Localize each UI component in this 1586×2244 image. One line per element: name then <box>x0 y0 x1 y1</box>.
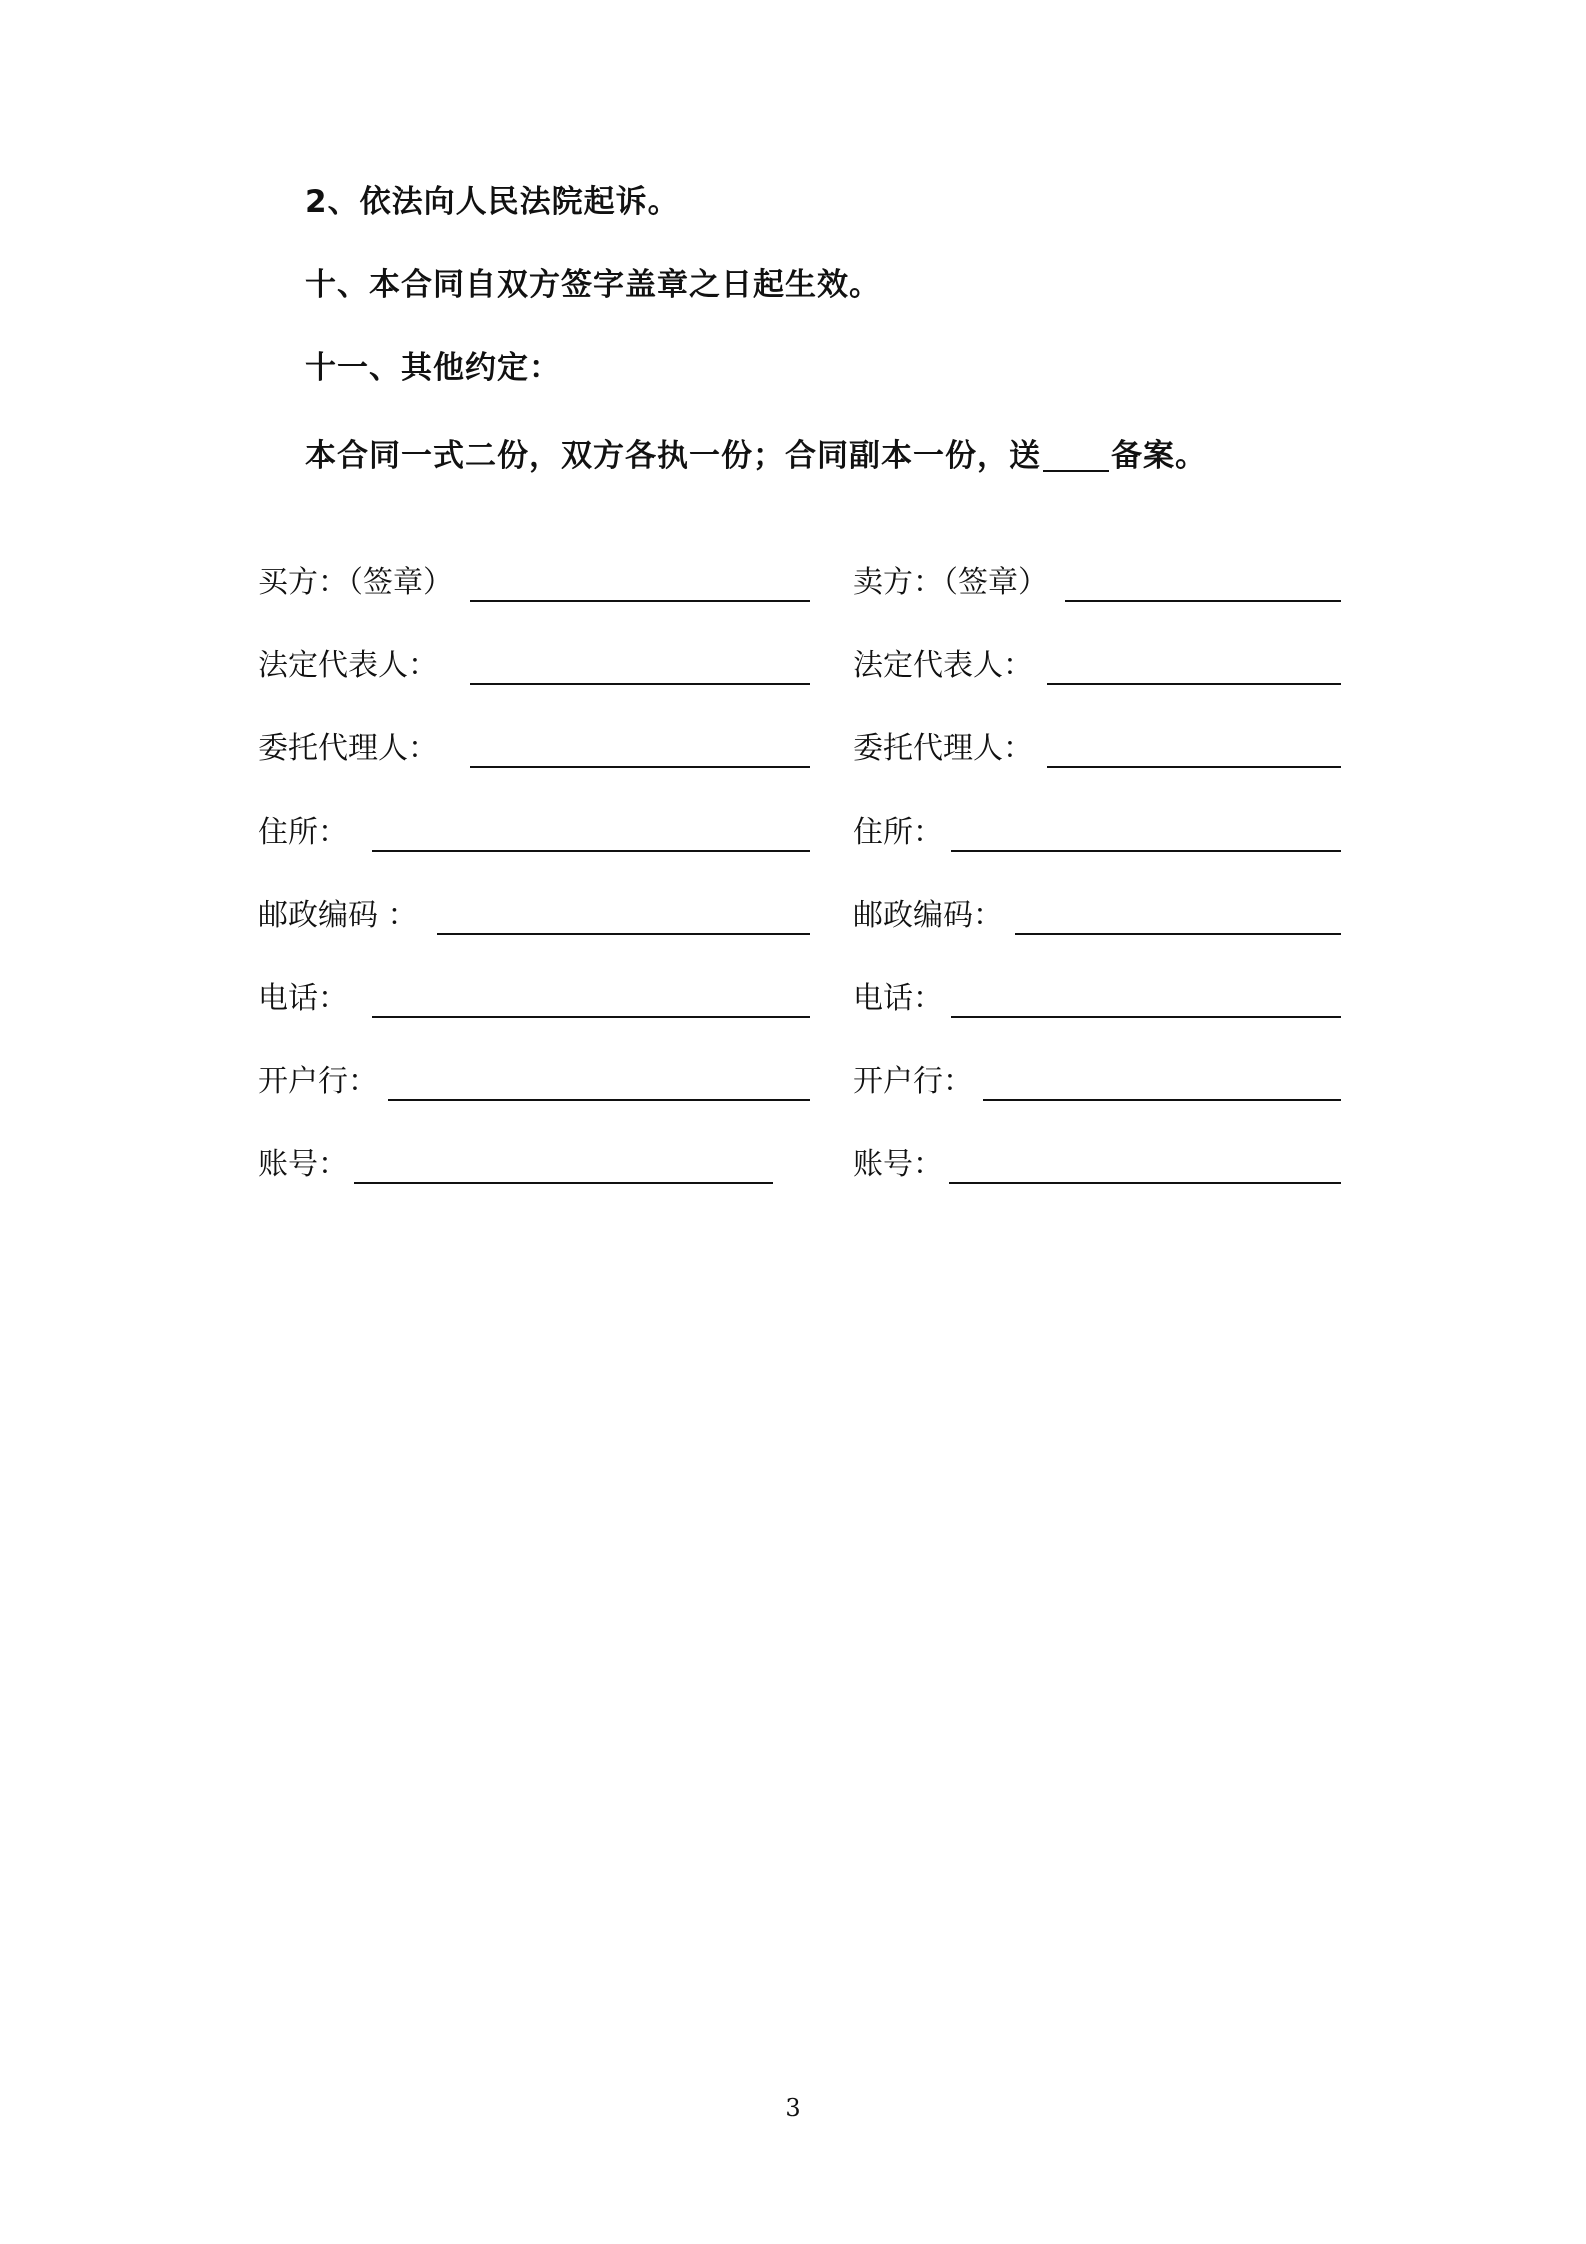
buyer-address-field[interactable] <box>372 850 810 852</box>
seller-bank-row <box>853 1061 1341 1101</box>
buyer-signature-field[interactable] <box>470 600 810 602</box>
seller-phone-label: 电话： <box>853 981 943 1016</box>
clause-lawsuit: 2、依法向人民法院起诉。 <box>305 184 680 220</box>
buyer-legal-rep-row <box>258 645 810 685</box>
seller-address-field[interactable] <box>951 850 1341 852</box>
seller-account-field[interactable] <box>949 1182 1341 1184</box>
buyer-signature-row <box>258 562 810 602</box>
buyer-bank-label: 开户行： <box>258 1064 378 1099</box>
seller-legal-rep-label: 法定代表人： <box>853 648 1033 683</box>
buyer-bank-row <box>258 1061 810 1101</box>
buyer-postcode-label: 邮政编码 ： <box>258 898 418 933</box>
buyer-account-row <box>258 1144 810 1184</box>
seller-bank-label: 开户行： <box>853 1064 973 1099</box>
seller-account-label: 账号： <box>853 1147 943 1182</box>
seller-bank-field[interactable] <box>983 1099 1341 1101</box>
filing-authority-blank[interactable] <box>1043 436 1109 472</box>
clause-copies <box>305 436 1207 472</box>
buyer-phone-field[interactable] <box>372 1016 810 1018</box>
buyer-postcode-row <box>258 895 810 935</box>
seller-postcode-row <box>853 895 1341 935</box>
clause-other-agreements-heading: 十一、其他约定： <box>305 350 561 386</box>
buyer-phone-row <box>258 978 810 1018</box>
seller-postcode-field[interactable] <box>1015 933 1341 935</box>
buyer-agent-label: 委托代理人： <box>258 731 438 766</box>
seller-postcode-label: 邮政编码： <box>853 898 1003 933</box>
seller-agent-field[interactable] <box>1047 766 1341 768</box>
buyer-account-field[interactable] <box>354 1182 773 1184</box>
seller-signature-row <box>853 562 1341 602</box>
buyer-signature-label: 买方：（签章） <box>258 565 453 600</box>
seller-agent-label: 委托代理人： <box>853 731 1033 766</box>
buyer-agent-field[interactable] <box>470 766 810 768</box>
seller-address-row <box>853 812 1341 852</box>
seller-account-row <box>853 1144 1341 1184</box>
buyer-account-label: 账号： <box>258 1147 348 1182</box>
seller-legal-rep-row <box>853 645 1341 685</box>
seller-signature-field[interactable] <box>1065 600 1341 602</box>
clause-copies-text: 本合同一式二份，双方各执一份；合同副本一份，送 <box>305 438 1041 474</box>
page-number: 3 <box>785 2094 801 2122</box>
buyer-legal-rep-field[interactable] <box>470 683 810 685</box>
buyer-phone-label: 电话： <box>258 981 348 1016</box>
clause-copies-suffix: 备案。 <box>1111 438 1207 474</box>
buyer-legal-rep-label: 法定代表人： <box>258 648 438 683</box>
buyer-postcode-field[interactable] <box>437 933 810 935</box>
seller-phone-row <box>853 978 1341 1018</box>
seller-legal-rep-field[interactable] <box>1047 683 1341 685</box>
seller-agent-row <box>853 728 1341 768</box>
buyer-address-row <box>258 812 810 852</box>
seller-phone-field[interactable] <box>951 1016 1341 1018</box>
buyer-agent-row <box>258 728 810 768</box>
buyer-address-label: 住所： <box>258 815 348 850</box>
buyer-bank-field[interactable] <box>388 1099 810 1101</box>
seller-address-label: 住所： <box>853 815 943 850</box>
seller-signature-label: 卖方：（签章） <box>853 565 1048 600</box>
clause-effective-date: 十、本合同自双方签字盖章之日起生效。 <box>305 267 881 303</box>
